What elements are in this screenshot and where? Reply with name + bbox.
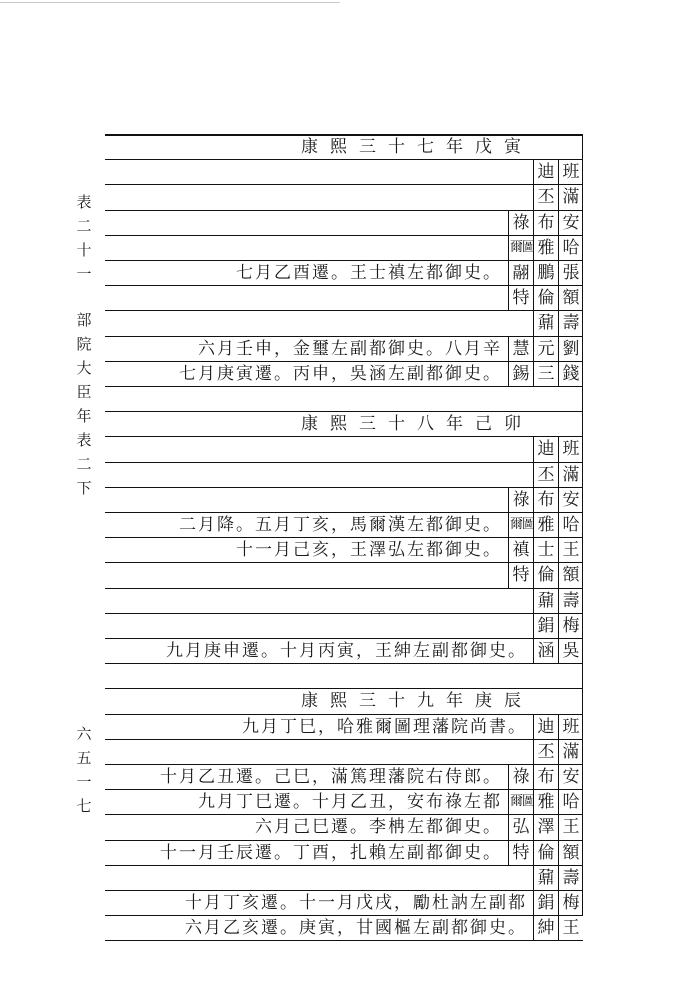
margin-char: 部 xyxy=(76,311,92,329)
table-row xyxy=(105,663,583,689)
official-name-part: 布 xyxy=(537,767,555,787)
table-row xyxy=(105,915,583,941)
table-row xyxy=(105,235,583,261)
official-name-part: 丕 xyxy=(537,187,555,208)
cell-divider xyxy=(558,210,559,235)
cell-divider xyxy=(558,487,559,512)
official-name-part: 爾圖 xyxy=(510,794,535,810)
official-name-part: 丕 xyxy=(537,741,555,762)
table-row xyxy=(105,159,583,185)
official-name-part: 哈 xyxy=(562,237,580,258)
cell-divider xyxy=(558,814,559,839)
appointment-note: 七月庚寅遷。丙申，吳涵左副都御史。 xyxy=(179,363,502,384)
official-name-part: 安 xyxy=(562,489,580,510)
officials-table xyxy=(105,134,583,939)
official-name-part: 王 xyxy=(562,918,580,939)
official-name-part: 壽 xyxy=(562,590,580,611)
cell-divider xyxy=(533,764,534,789)
official-name-part: 倫 xyxy=(537,842,555,863)
cell-divider xyxy=(558,890,559,915)
appointment-note: 二月降。五月丁亥，馬爾漢左都御史。 xyxy=(179,515,502,535)
appointment-note: 九月丁巳，哈雅爾圖理藩院尚書。 xyxy=(242,716,527,737)
official-name-part: 迪 xyxy=(537,162,555,183)
official-name-part: 迪 xyxy=(537,716,555,737)
cell-divider xyxy=(508,361,509,386)
official-name-part: 劉 xyxy=(562,338,580,359)
table-row xyxy=(105,714,583,740)
cell-divider xyxy=(533,814,534,839)
folio-char: 六 xyxy=(76,725,92,743)
cell-divider xyxy=(558,638,559,663)
cell-divider xyxy=(558,336,559,361)
year-heading: 康熙三十八年己卯 xyxy=(301,414,533,435)
cell-divider xyxy=(508,336,509,361)
cell-divider xyxy=(533,260,534,285)
official-name-part: 弘 xyxy=(512,817,530,838)
official-name-part: 滿 xyxy=(562,187,580,208)
margin-char: 表 xyxy=(76,431,92,449)
cell-divider xyxy=(533,159,534,184)
official-name-part: 爾圖 xyxy=(510,239,535,255)
official-name-part: 額 xyxy=(562,842,580,863)
table-row xyxy=(105,184,583,210)
official-name-part: 雅 xyxy=(537,792,555,813)
official-name-part: 特 xyxy=(512,565,530,586)
table-row xyxy=(105,789,583,815)
official-name-part: 王 xyxy=(562,540,580,561)
official-name-part: 哈 xyxy=(562,792,580,813)
cell-divider xyxy=(558,840,559,865)
cell-divider xyxy=(558,537,559,562)
table-row xyxy=(105,386,583,412)
appointment-note: 九月庚申遷。十月丙寅，王紳左副都御史。 xyxy=(166,641,527,661)
top-rule xyxy=(0,2,340,3)
official-name-part: 錫 xyxy=(512,363,530,384)
cell-divider xyxy=(558,184,559,209)
official-name-part: 布 xyxy=(537,489,555,510)
official-name-part: 祿 xyxy=(512,767,530,787)
official-name-part: 丕 xyxy=(537,464,555,485)
official-name-part: 壽 xyxy=(562,867,580,888)
margin-char: 大 xyxy=(76,359,92,377)
cell-divider xyxy=(533,865,534,890)
appointment-note: 七月乙酉遷。王士禛左都御史。 xyxy=(236,263,502,283)
official-name-part: 雅 xyxy=(537,515,555,535)
year-heading: 康熙三十七年戊寅 xyxy=(301,137,533,157)
cell-divider xyxy=(533,537,534,562)
cell-divider xyxy=(508,210,509,235)
year-row xyxy=(105,134,583,160)
cell-divider xyxy=(533,915,534,940)
margin-title xyxy=(73,190,95,500)
margin-char: 下 xyxy=(76,479,92,497)
official-name-part: 三 xyxy=(537,363,555,384)
cell-divider xyxy=(508,814,509,839)
official-name-part: 慧 xyxy=(512,338,530,359)
cell-divider xyxy=(558,361,559,386)
cell-divider xyxy=(558,588,559,613)
official-name-part: 涵 xyxy=(537,641,555,661)
cell-divider xyxy=(533,739,534,764)
margin-char: 院 xyxy=(76,335,92,353)
cell-divider xyxy=(558,462,559,487)
official-name-part: 澤 xyxy=(537,817,555,838)
cell-divider xyxy=(508,764,509,789)
official-name-part: 紳 xyxy=(537,918,555,939)
official-name-part: 鼐 xyxy=(537,313,555,334)
cell-divider xyxy=(558,789,559,814)
official-name-part: 班 xyxy=(562,162,580,183)
cell-divider xyxy=(533,310,534,335)
table-row xyxy=(105,487,583,513)
cell-divider xyxy=(533,512,534,537)
cell-divider xyxy=(533,436,534,461)
cell-divider xyxy=(508,260,509,285)
margin-char: 臣 xyxy=(76,383,92,401)
official-name-part: 滿 xyxy=(562,464,580,485)
cell-divider xyxy=(558,285,559,310)
table-row xyxy=(105,840,583,866)
cell-divider xyxy=(558,310,559,335)
cell-divider xyxy=(533,210,534,235)
appointment-note: 九月丁巳遷。十月乙丑，安布祿左都 xyxy=(198,792,502,813)
appointment-note: 十一月壬辰遷。丁酉，扎賴左副都御史。 xyxy=(160,842,502,863)
cell-divider xyxy=(558,260,559,285)
official-name-part: 布 xyxy=(537,212,555,233)
cell-divider xyxy=(508,235,509,260)
table-row xyxy=(105,436,583,462)
official-name-part: 祿 xyxy=(512,489,530,510)
cell-divider xyxy=(533,562,534,587)
cell-divider xyxy=(533,840,534,865)
cell-divider xyxy=(533,184,534,209)
official-name-part: 錢 xyxy=(562,363,580,384)
official-name-part: 吳 xyxy=(562,641,580,661)
year-row xyxy=(105,411,583,437)
folio-char: 七 xyxy=(76,797,92,815)
official-name-part: 王 xyxy=(562,817,580,838)
year-heading: 康熙三十九年庚辰 xyxy=(301,691,533,712)
folio-char: 一 xyxy=(76,773,92,791)
table-row xyxy=(105,588,583,614)
official-name-part: 特 xyxy=(512,288,530,309)
table-row xyxy=(105,814,583,840)
year-row xyxy=(105,688,583,714)
official-name-part: 禛 xyxy=(512,540,530,561)
table-row xyxy=(105,865,583,891)
margin-char: 年 xyxy=(76,407,92,425)
official-name-part: 倫 xyxy=(537,565,555,586)
official-name-part: 祿 xyxy=(512,212,530,233)
cell-divider xyxy=(558,613,559,638)
margin-char: 十 xyxy=(76,241,92,259)
cell-divider xyxy=(508,562,509,587)
table-row xyxy=(105,361,583,387)
cell-divider xyxy=(533,487,534,512)
official-name-part: 迪 xyxy=(537,439,555,460)
cell-divider xyxy=(558,865,559,890)
official-name-part: 爾圖 xyxy=(510,517,535,532)
cell-divider xyxy=(533,588,534,613)
cell-divider xyxy=(558,764,559,789)
official-name-part: 鵬 xyxy=(537,263,555,283)
cell-divider xyxy=(558,436,559,461)
cell-divider xyxy=(558,159,559,184)
cell-divider xyxy=(533,613,534,638)
official-name-part: 翮 xyxy=(512,263,530,283)
cell-divider xyxy=(558,915,559,940)
table-row xyxy=(105,562,583,588)
cell-divider xyxy=(558,714,559,739)
official-name-part: 特 xyxy=(512,842,530,863)
table-row xyxy=(105,210,583,236)
cell-divider xyxy=(508,512,509,537)
cell-divider xyxy=(533,361,534,386)
cell-divider xyxy=(508,537,509,562)
table-row xyxy=(105,638,583,664)
official-name-part: 鼐 xyxy=(537,867,555,888)
folio-char: 五 xyxy=(76,749,92,767)
official-name-part: 士 xyxy=(537,540,555,561)
row-rule xyxy=(105,940,583,941)
official-name-part: 哈 xyxy=(562,515,580,535)
official-name-part: 雅 xyxy=(537,237,555,258)
page-number xyxy=(73,722,95,818)
cell-divider xyxy=(533,789,534,814)
cell-divider xyxy=(533,285,534,310)
table-row xyxy=(105,537,583,563)
cell-divider xyxy=(508,487,509,512)
margin-char: 二 xyxy=(76,455,92,473)
official-name-part: 額 xyxy=(562,288,580,309)
appointment-note: 六月己巳遷。李柟左都御史。 xyxy=(255,817,502,838)
table-row xyxy=(105,890,583,916)
official-name-part: 鋗 xyxy=(537,893,555,913)
official-name-part: 額 xyxy=(562,565,580,586)
appointment-note: 十一月己亥，王澤弘左都御史。 xyxy=(236,540,502,561)
table-row xyxy=(105,462,583,488)
margin-char: 一 xyxy=(76,265,92,283)
cell-divider xyxy=(533,714,534,739)
appointment-note: 十月丁亥遷。十一月戊戌，勵杜訥左副都 xyxy=(185,893,527,913)
table-row xyxy=(105,285,583,311)
official-name-part: 元 xyxy=(537,338,555,359)
cell-divider xyxy=(533,890,534,915)
official-name-part: 壽 xyxy=(562,313,580,334)
official-name-part: 張 xyxy=(562,263,580,283)
table-row xyxy=(105,613,583,639)
cell-divider xyxy=(533,336,534,361)
cell-divider xyxy=(558,235,559,260)
official-name-part: 安 xyxy=(562,767,580,787)
margin-char: 二 xyxy=(76,217,92,235)
official-name-part: 梅 xyxy=(562,893,580,913)
table-row xyxy=(105,764,583,790)
appointment-note: 十月乙丑遷。己巳，滿篤理藩院右侍郎。 xyxy=(160,767,502,787)
cell-divider xyxy=(533,462,534,487)
cell-divider xyxy=(533,235,534,260)
cell-divider xyxy=(558,739,559,764)
cell-divider xyxy=(558,562,559,587)
official-name-part: 倫 xyxy=(537,288,555,309)
cell-divider xyxy=(558,512,559,537)
official-name-part: 滿 xyxy=(562,741,580,762)
official-name-part: 梅 xyxy=(562,615,580,636)
cell-divider xyxy=(533,638,534,663)
table-row xyxy=(105,310,583,336)
table-row xyxy=(105,260,583,286)
official-name-part: 鼐 xyxy=(537,590,555,611)
appointment-note: 六月乙亥遷。庚寅，甘國樞左副都御史。 xyxy=(185,918,527,939)
cell-divider xyxy=(508,789,509,814)
margin-char: 表 xyxy=(76,193,92,211)
table-row xyxy=(105,512,583,538)
table-row xyxy=(105,739,583,765)
official-name-part: 班 xyxy=(562,716,580,737)
appointment-note: 六月壬申，金璽左副都御史。八月辛 xyxy=(198,338,502,359)
official-name-part: 安 xyxy=(562,212,580,233)
official-name-part: 班 xyxy=(562,439,580,460)
table-row xyxy=(105,336,583,362)
official-name-part: 鋗 xyxy=(537,615,555,636)
cell-divider xyxy=(508,840,509,865)
cell-divider xyxy=(508,285,509,310)
